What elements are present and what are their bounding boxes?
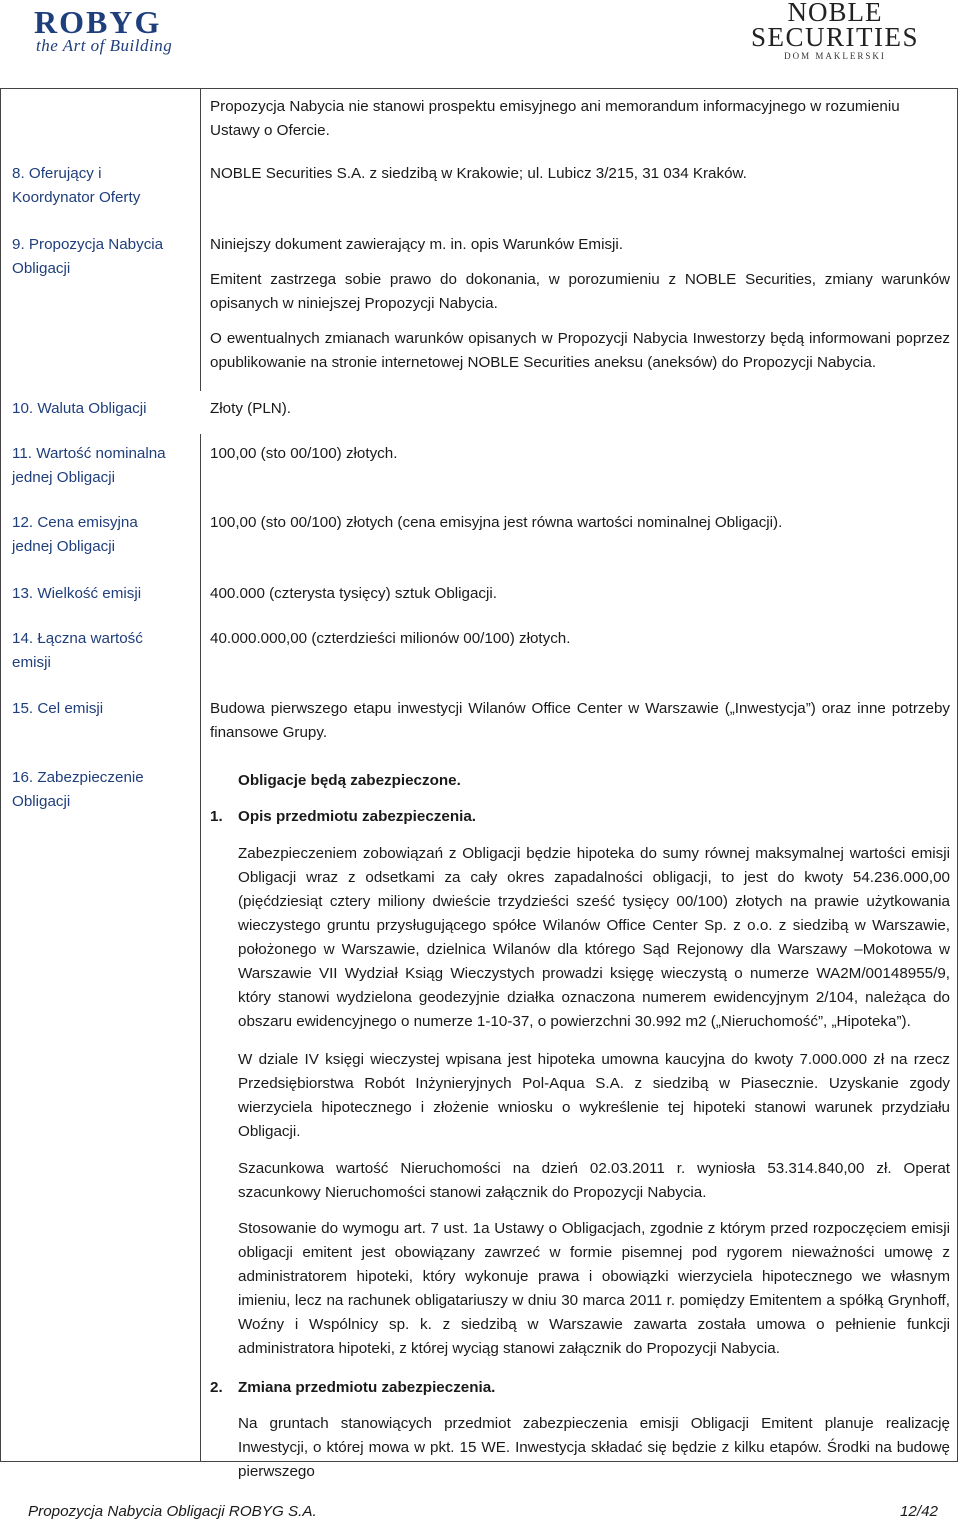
section-1-title: Opis przedmiotu zabezpieczenia. [238, 808, 476, 825]
section-1-number: 1. [210, 808, 223, 825]
row-16-heading: Obligacje będą zabezpieczone. [238, 772, 461, 789]
noble-logo-line3: DOM MAKLERSKI [784, 51, 886, 61]
row-9-label: 9. Propozycja Nabycia Obligacji [12, 236, 164, 277]
row-13-value: 400.000 (czterysta tysięcy) sztuk Obligacji. [210, 585, 497, 602]
row-15-label: 15. Cel emisji [12, 700, 104, 717]
section-2-title: Zmiana przedmiotu zabezpieczenia. [238, 1379, 496, 1396]
row-10-label: 10. Waluta Obligacji [12, 400, 147, 417]
section-2-paragraph-1: Na gruntach stanowiących przedmiot zabezpieczenia emisji Obligacji Emitent planuje realizację Inwestycji, o której mowa w pkt. 15 WE. Inwestycja składać się będzie z kilku etapów. Środki na budowę pierwszego [238, 1415, 950, 1480]
robyg-logo-tagline: the Art of Building [36, 36, 173, 55]
column-divider-bottom [200, 434, 201, 1461]
row-12-label: 12. Cena emisyjna jednej Obligacji [12, 514, 138, 555]
footer-page-number: 12/42 [899, 1503, 938, 1520]
row-8-label: 8. Oferujący i Koordynator Oferty [12, 165, 141, 206]
section-1-paragraph-4: Stosowanie do wymogu art. 7 ust. 1a Ustawy o Obligacjach, zgodnie z którym przed rozpoczęciem emisji obligacji emitent jest obowiązany zawrzeć w formie pisemnej pod rygorem nieważności umowę z administratorem hipoteki, który wykonuje prawa i obowiązki wierzyciela hipotecznego we własnym imieniu, lecz na rachunek obligatariuszy w dniu 30 marca 2011 r. pomiędzy Emitentem a spółką Grynhoff, Woźny i Wspólnicy sp. k. z siedzibą w Warszawie zawarta została umowa o pełnienie funkcji administratora hipoteki, z której wyciąg stanowi załącznik do Propozycji Nabycia. [238, 1220, 950, 1357]
intro-text: Propozycja Nabycia nie stanowi prospektu emisyjnego ani memorandum informacyjnego w rozumieniu Ustawy o Ofercie. [210, 98, 900, 139]
section-1-paragraph-2: W dziale IV księgi wieczystej wpisana jest hipoteka umowna kaucyjna do kwoty 7.000.000 zł na rzecz Przedsiębiorstwa Robót Inżynieryjnych Pol-Aqua S.A. z siedzibą w Piasecznie. Uzyskanie zgody wierzyciela hipotecznego i złożenie wniosku o wykreślenie tej hipoteki stanowi warunek przydziału Obligacji. [238, 1051, 950, 1140]
noble-securities-logo [730, 0, 940, 62]
row-9-p3: O ewentualnych zmianach warunków opisanych w Propozycji Nabycia Inwestorzy będą informowani poprzez opublikowanie na stronie internetowej NOBLE Securities aneksu (aneksów) do Propozycji Nabycia. [210, 330, 950, 371]
row-12-value: 100,00 (sto 00/100) złotych (cena emisyjna jest równa wartości nominalnej Obligacji). [210, 514, 783, 531]
row-11-value: 100,00 (sto 00/100) złotych. [210, 445, 398, 462]
row-13-label: 13. Wielkość emisji [12, 585, 142, 602]
row-11-label: 11. Wartość nominalna jednej Obligacji [12, 445, 166, 486]
footer-document-title: Propozycja Nabycia Obligacji ROBYG S.A. [28, 1503, 317, 1520]
robyg-logo [22, 4, 194, 62]
row-16-label: 16. Zabezpieczenie Obligacji [12, 769, 144, 810]
row-14-value: 40.000.000,00 (czterdzieści milionów 00/100) złotych. [210, 630, 571, 647]
section-1-paragraph-1: Zabezpieczeniem zobowiązań z Obligacji będzie hipoteka do sumy równej maksymalnej wartości emisji Obligacji wraz z odsetkami za cały okres zapadalności obligacji, to jest do kwoty 54.236.000,00 (pięćdziesiąt cztery miliony dwieście trzydzieści sześć tysięcy 00/100) złotych na prawie użytkowania wieczystego gruntu przysługującego spółce Wilanów Office Center Sp. z o.o. z siedzibą w Warszawie, położonego w Warszawie, dzielnica Wilanów dla którego Sąd Rejonowy dla Warszawy –Mokotowa w Warszawie VII Wydział Ksiąg Wieczystych prowadzi księgę wieczystą o numerze WA2M/00148955/9, który stanowi wydzielona geodezyjnie działka oznaczona numerem ewidencyjnym 2/104, należąca do obszaru ewidencyjnego o numerze 1-10-37, o powierzchni 30.992 m2 („Nieruchomość”, „Hipoteka”). [238, 845, 950, 1030]
row-10-value: Złoty (PLN). [210, 400, 292, 417]
noble-logo-line2: SECURITIES [750, 22, 919, 52]
page-header [0, 0, 960, 66]
page-footer [28, 1500, 938, 1524]
robyg-logo-wordmark: ROBYG [34, 4, 162, 40]
row-15-value: Budowa pierwszego etapu inwestycji Wilanów Office Center w Warszawie („Inwestycja”) oraz inne potrzeby finansowe Grupy. [210, 700, 950, 741]
section-1-paragraph-3: Szacunkowa wartość Nieruchomości na dzień 02.03.2011 r. wyniosła 53.314.840,00 zł. Operat szacunkowy Nieruchomości stanowi załącznik do Propozycji Nabycia. [238, 1160, 950, 1201]
row-9-p1: Niniejszy dokument zawierający m. in. opis Warunków Emisji. [210, 236, 624, 253]
section-2-number: 2. [210, 1379, 223, 1396]
column-divider-top [200, 88, 201, 391]
row-9-p2: Emitent zastrzega sobie prawo do dokonania, w porozumieniu z NOBLE Securities, zmiany warunków opisanych w niniejszej Propozycji Nabycia. [210, 271, 950, 312]
row-8-value: NOBLE Securities S.A. z siedzibą w Krakowie; ul. Lubicz 3/215, 31 034 Kraków. [210, 165, 747, 182]
row-14-label: 14. Łączna wartość emisji [12, 630, 143, 671]
noble-logo-line1: NOBLE [787, 0, 883, 27]
